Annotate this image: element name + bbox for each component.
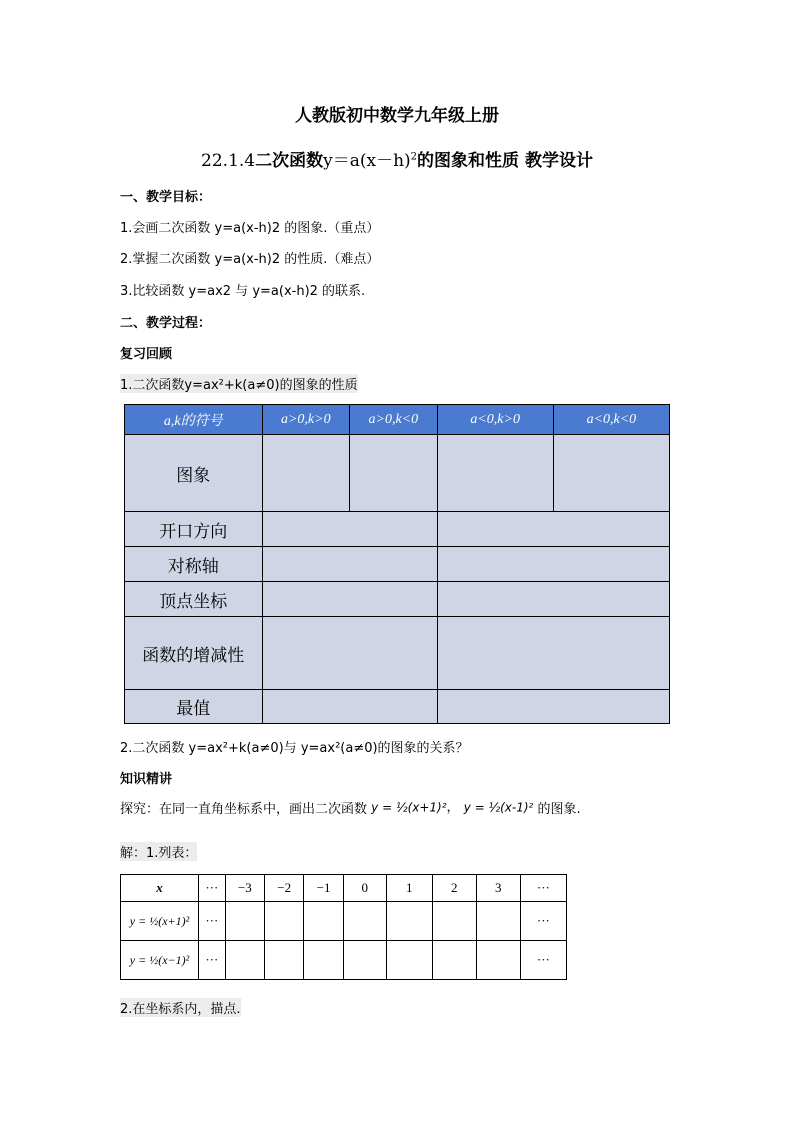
table-row (121, 941, 567, 980)
lesson-title-part-a: 二次函数 (255, 151, 324, 171)
table-cell: ··· (199, 902, 226, 941)
table-cell (386, 941, 432, 980)
row-label-axis: 对称轴 (125, 547, 263, 582)
header-case-1: a>0,k>0 (262, 405, 350, 435)
table-cell: 3 (476, 875, 520, 902)
table-row (125, 690, 670, 724)
review-q1-part-a: 1.二次函数 (120, 378, 185, 393)
explore-statement: 探究：在同一直角坐标系中，画出二次函数 y = ½(x+1)²， y = ½(x-1)² 的图象. (120, 800, 581, 817)
header-case-4: a<0,k<0 (553, 405, 669, 435)
lesson-formula: y＝a(x－h) (323, 151, 411, 171)
properties-table-header-row (125, 405, 670, 435)
table-cell: −2 (265, 875, 304, 902)
table-cell (304, 902, 343, 941)
table-cell (437, 512, 669, 547)
row-label-minus1: y = ½(x−1)² (121, 941, 199, 980)
goal-item-3: 3.比较函数 y=ax2 与 y=a(x-h)2 的联系. (120, 284, 366, 299)
table-cell (437, 617, 669, 690)
lesson-title (0, 146, 794, 171)
solution-step-1: 解：1.列表： (120, 842, 197, 861)
table-cell: 1 (386, 875, 432, 902)
table-row (125, 512, 670, 547)
review-q1-part-c: 的图象的性质 (279, 378, 358, 393)
table-cell (304, 941, 343, 980)
table-cell (386, 902, 432, 941)
lesson-formula-exponent: 2 (410, 151, 418, 163)
document-title: 人教版初中数学九年级上册 (295, 106, 499, 126)
table-cell (262, 547, 437, 582)
table-cell (350, 435, 438, 512)
row-label-monotonicity: 函数的增减性 (125, 617, 263, 690)
goals-heading: 一、教学目标： (120, 190, 212, 205)
row-label-vertex: 顶点坐标 (125, 582, 263, 617)
properties-table (124, 404, 670, 724)
table-cell (437, 582, 669, 617)
table-cell (553, 435, 669, 512)
table-cell: ··· (520, 902, 566, 941)
explore-part-a: 探究：在同一直角坐标系中，画出二次函数 (120, 802, 368, 817)
table-row (125, 617, 670, 690)
header-case-3: a<0,k>0 (437, 405, 553, 435)
row-label-plus1: y = ½(x+1)² (121, 902, 199, 941)
table-cell (262, 435, 350, 512)
solution-step-2: 2.在坐标系内，描点. (120, 998, 241, 1017)
goal-item-2: 2.掌握二次函数 y=a(x-h)2 的性质.（难点） (120, 252, 380, 267)
table-row (125, 435, 670, 512)
lesson-title-part-b: 的图象和性质 教学设计 (417, 151, 593, 171)
table-row (121, 875, 567, 902)
review-q1-formula: y=ax²+k(a≠0) (184, 378, 280, 393)
table-cell: −3 (225, 875, 264, 902)
table-cell (262, 582, 437, 617)
table-cell (265, 941, 304, 980)
table-row (125, 547, 670, 582)
table-cell: ··· (520, 941, 566, 980)
header-case-2: a>0,k<0 (350, 405, 438, 435)
header-x: x (121, 875, 199, 902)
table-cell: ··· (520, 875, 566, 902)
knowledge-heading: 知识精讲 (120, 772, 173, 787)
table-cell (476, 941, 520, 980)
header-sign-ak: a,k的符号 (125, 405, 263, 435)
table-cell: 2 (432, 875, 476, 902)
process-heading: 二、教学过程： (120, 316, 212, 331)
table-cell (437, 435, 553, 512)
table-cell (343, 941, 386, 980)
row-label-graph: 图象 (125, 435, 263, 512)
table-cell: −1 (304, 875, 343, 902)
explore-formula-1: y = ½(x+1)² (371, 800, 447, 815)
table-cell (343, 902, 386, 941)
table-cell: ··· (199, 941, 226, 980)
table-cell (432, 941, 476, 980)
table-cell (432, 902, 476, 941)
table-cell (262, 617, 437, 690)
table-cell (225, 941, 264, 980)
table-row (125, 582, 670, 617)
explore-formula-2: y = ½(x-1)² (463, 800, 534, 815)
goal-item-1: 1.会画二次函数 y=a(x-h)2 的图象.（重点） (120, 221, 380, 236)
table-cell (476, 902, 520, 941)
review-question-2: 2.二次函数 y=ax²+k(a≠0)与 y=ax²(a≠0)的图象的关系？ (120, 741, 469, 756)
explore-part-c: 的图象. (537, 802, 581, 817)
review-heading: 复习回顾 (120, 347, 173, 362)
table-row (121, 902, 567, 941)
table-cell (262, 512, 437, 547)
table-cell (437, 690, 669, 724)
table-cell: 0 (343, 875, 386, 902)
table-cell (262, 690, 437, 724)
table-cell: ··· (199, 875, 226, 902)
values-table (120, 874, 567, 980)
table-cell (437, 547, 669, 582)
review-question-1 (120, 374, 358, 393)
row-label-extremum: 最值 (125, 690, 263, 724)
row-label-opening: 开口方向 (125, 512, 263, 547)
table-cell (225, 902, 264, 941)
lesson-number: 22.1.4 (201, 151, 256, 171)
table-cell (265, 902, 304, 941)
